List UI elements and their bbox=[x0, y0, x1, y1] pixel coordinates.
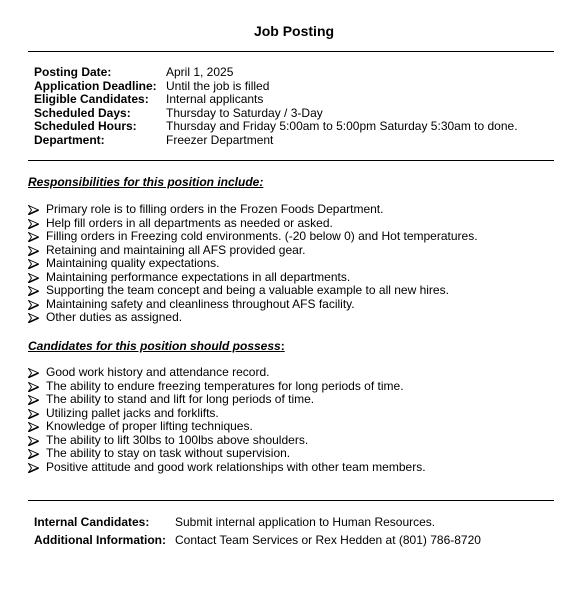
list-item-text: Supporting the team concept and being a valuable example to all new hires. bbox=[46, 283, 449, 297]
posting-details bbox=[34, 66, 554, 147]
list-item-text: Maintaining safety and cleanliness throughout AFS facility. bbox=[46, 296, 355, 311]
days-label: Scheduled Days: bbox=[34, 105, 131, 120]
qualifications-heading-colon: : bbox=[280, 339, 285, 353]
arrowhead-bullet-icon bbox=[28, 244, 40, 256]
list-item bbox=[28, 393, 554, 407]
list-item-text: Primary role is to filling orders in the Frozen Foods Department. bbox=[46, 202, 384, 216]
arrowhead-bullet-icon bbox=[28, 257, 40, 269]
list-item bbox=[28, 461, 554, 475]
list-item-text: Retaining and maintaining all AFS provided gear. bbox=[46, 242, 306, 257]
list-item-text: Help fill orders in all departments as needed or asked. bbox=[46, 215, 333, 230]
list-item bbox=[28, 380, 554, 394]
qualifications-heading-text: Candidates for this position should possess bbox=[28, 339, 281, 353]
list-item bbox=[28, 298, 554, 312]
list-item-text: Other duties as assigned. bbox=[46, 310, 183, 324]
additional-info-row bbox=[34, 531, 554, 549]
arrowhead-bullet-icon bbox=[28, 380, 40, 392]
eligible-label: Eligible Candidates: bbox=[34, 92, 149, 106]
eligible-row bbox=[34, 93, 554, 107]
hours-row bbox=[34, 120, 554, 134]
arrowhead-bullet-icon bbox=[28, 407, 40, 419]
divider-bottom bbox=[28, 500, 554, 501]
deadline-row bbox=[34, 80, 554, 94]
deadline-value: Until the job is filled bbox=[166, 78, 270, 93]
arrowhead-bullet-icon bbox=[28, 298, 40, 310]
list-item-text: The ability to endure freezing temperatures for long periods of time. bbox=[46, 378, 404, 393]
list-item-text: Maintaining quality expectations. bbox=[46, 256, 220, 270]
divider-middle bbox=[28, 160, 554, 161]
list-item bbox=[28, 217, 554, 231]
list-item bbox=[28, 244, 554, 258]
internal-candidates-row bbox=[34, 513, 554, 531]
list-item-text: Knowledge of proper lifting techniques. bbox=[46, 419, 253, 433]
arrowhead-bullet-icon bbox=[28, 447, 40, 459]
list-item bbox=[28, 407, 554, 421]
arrowhead-bullet-icon bbox=[28, 434, 40, 446]
page-title: Job Posting bbox=[253, 23, 335, 39]
additional-info-value: Contact Team Services or Rex Hedden at (801) 786-8720 bbox=[175, 533, 481, 547]
eligible-value: Internal applicants bbox=[166, 92, 264, 106]
list-item bbox=[28, 203, 554, 217]
posting-date-label: Posting Date: bbox=[34, 65, 112, 79]
list-item bbox=[28, 311, 554, 325]
department-value: Freezer Department bbox=[166, 132, 274, 147]
posting-date-value: April 1, 2025 bbox=[166, 65, 234, 79]
arrowhead-bullet-icon bbox=[28, 271, 40, 283]
list-item bbox=[28, 257, 554, 271]
list-item bbox=[28, 366, 554, 380]
deadline-label: Application Deadline: bbox=[34, 78, 157, 93]
hours-label: Scheduled Hours: bbox=[34, 119, 137, 133]
arrowhead-bullet-icon bbox=[28, 420, 40, 432]
arrowhead-bullet-icon bbox=[28, 203, 40, 215]
list-item-text: Good work history and attendance record. bbox=[46, 365, 270, 379]
list-item bbox=[28, 447, 554, 461]
arrowhead-bullet-icon bbox=[28, 230, 40, 242]
list-item-text: Filling orders in Freezing cold environments. (-20 below 0) and Hot temperatures. bbox=[46, 229, 478, 243]
list-item-text: The ability to lift 30lbs to 100lbs above shoulders. bbox=[46, 432, 309, 447]
qualifications-list bbox=[28, 366, 554, 474]
list-item-text: Positive attitude and good work relationships with other team members. bbox=[46, 459, 426, 474]
arrowhead-bullet-icon bbox=[28, 217, 40, 229]
list-item bbox=[28, 230, 554, 244]
department-label: Department: bbox=[34, 132, 105, 147]
internal-candidates-value: Submit internal application to Human Resources. bbox=[175, 515, 436, 529]
responsibilities-heading: Responsibilities for this position include: bbox=[28, 175, 264, 189]
arrowhead-bullet-icon bbox=[28, 366, 40, 378]
list-item bbox=[28, 284, 554, 298]
posting-date-row bbox=[34, 66, 554, 80]
days-value: Thursday to Saturday / 3-Day bbox=[166, 105, 323, 120]
list-item bbox=[28, 434, 554, 448]
internal-candidates-label: Internal Candidates: bbox=[34, 515, 150, 529]
list-item bbox=[28, 420, 554, 434]
arrowhead-bullet-icon bbox=[28, 461, 40, 473]
qualifications-heading bbox=[28, 339, 285, 353]
footer-details bbox=[34, 513, 554, 549]
list-item-text: Maintaining performance expectations in all departments. bbox=[46, 269, 351, 284]
hours-value: Thursday and Friday 5:00am to 5:00pm Saturday 5:30am to done. bbox=[166, 119, 518, 133]
list-item-text: The ability to stand and lift for long periods of time. bbox=[46, 392, 315, 406]
list-item-text: Utilizing pallet jacks and forklifts. bbox=[46, 405, 219, 420]
arrowhead-bullet-icon bbox=[28, 311, 40, 323]
list-item bbox=[28, 271, 554, 285]
days-row bbox=[34, 107, 554, 121]
arrowhead-bullet-icon bbox=[28, 284, 40, 296]
department-row bbox=[34, 134, 554, 148]
additional-info-label: Additional Information: bbox=[34, 533, 166, 547]
responsibilities-list bbox=[28, 203, 554, 325]
divider-top bbox=[28, 51, 554, 52]
list-item-text: The ability to stay on task without supervision. bbox=[46, 446, 291, 460]
arrowhead-bullet-icon bbox=[28, 393, 40, 405]
